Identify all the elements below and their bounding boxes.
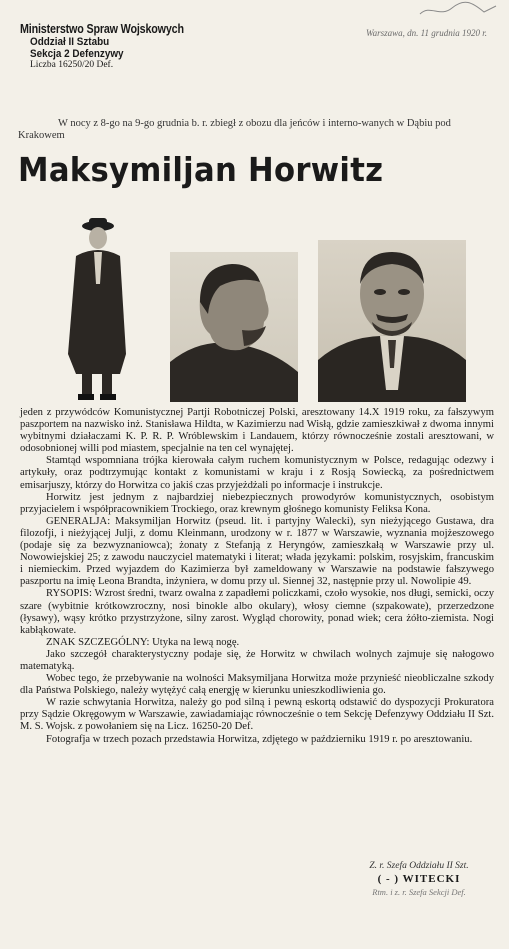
photo-full-figure [60,214,132,402]
document-date: Warszawa, dn. 11 grudnia 1920 r. [365,28,487,38]
photo-profile [170,252,298,402]
signature-title: Z. r. Szefa Oddziału II Szt. [369,861,469,871]
standing-figure-image [60,214,132,402]
signature-rank: Rtm. i z. r. Szefa Sekcji Def. [372,887,466,897]
paragraph-photo-note: Fotografja w trzech pozach przedstawia Horwitza, zdjętego w październiku 1919 r. po aresztowaniu. [46,733,473,745]
paragraph-activity: Stamtąd wspomniana trójka kierowała całym ruchem komunistycznym w Polsce, redagując odezwy i artykuły, oraz podtrzymując kontakt z komunistami w kraju i z Rosją Sowiecką, za pośrednictwem emisarjuszy, którzy do Horwitza co jakiś czas przyjeżdżali po informacje i instrukcje. [20,455,494,491]
paragraph-distinguishing-mark: ZNAK SZCZEGÓLNY: Utyka na lewą nogę. [46,636,240,648]
paragraph-description: RYSOPIS: Wzrost średni, twarz owalna z zapadłemi policzkami, czoło wysokie, nos długi, semicki, oczy szare (wybitnie krótkowzroczny, nosi binokle albo okulary), włosy ciemne (szpakowate), przerzedzone (łysawy), wąsy krótko przystrzyżone, silny zarost. Wygląd chorowity, ponad wiek; cera żółto-ziemista. Nogi kabłąkowate. [20,588,494,636]
wanted-person-name: Maksymiljan Horwitz [18,150,384,189]
paragraph-arrest: jeden z przywódców Komunistycznej Partji Robotniczej Polski, aresztowany 14.X 1919 roku, za fałszywym paszportem na nazwisko inż. Stanisława Hildta, w Kazimierzu nad Wisłą, gdzie zamieszkiwał z dwoma innymi wybitnymi działaczami K. P. R. P. Wróblewskim i Landauem, którzy równocześnie zostali aresztowani, w odosobnionej willi pod miastem, specjalnie na ten cel wynajętej. [20,407,494,455]
frontal-portrait-image [318,240,466,402]
department-name: Oddział II Sztabu [30,36,110,48]
handwritten-mark [418,0,498,22]
section-name: Sekcja 2 Defenzywy [30,48,124,60]
intro-text: W nocy z 8-go na 9-go grudnia b. r. zbiegł z obozu dla jeńców i interno-wanych w Dąbiu pod Krakowem [18,118,451,141]
signature-name: ( - ) WITECKI [377,873,461,885]
paragraph-danger: Horwitz jest jednym z najbardziej niebezpiecznych prowodyrów komunistycznych, osobistym przyjacielem i współpracownikiem Trockiego, oraz krewnym głośnego komunisty Feliksa Kona. [20,491,494,515]
photo-frontal [318,240,466,402]
issuer-header [20,22,190,70]
notice-body [20,407,494,746]
signature-block [344,860,494,899]
paragraph-warning: Wobec tego, że przebywanie na wolności Maksymiljana Horwitza może przynieść nieobliczalne szkody dla Państwa Polskiego, należy wytężyć całą energję w kierunku unieszkodliwienia go. [20,673,494,697]
paragraph-generalia: GENERALJA: Maksymiljan Horwitz (pseud. lit. i partyjny Walecki), syn nieżyjącego Gustawa, dra filozofji, i nieżyjącej Julji, z domu Kleinmann, urodzony w r. 1877 w Warszawie, wyznania mojżeszowego (podaje się za bezwyznaniowca); żonaty z Stefanją z Heryngów, zamieszkałą w Warszawie przy ul. Nowowiejskiej 25; z zawodu nauczyciel matematyki i literat; włada językami: polskim, rosyjskim, francuskim i niemieckim. Przed wyjazdem do Kazimierza był zameldowany w Warszawie na podstawie fałszywego paszportu na imię Leona Brandta, inżyniera, w domu przy ul. Siennej 32, następnie przy ul. Nowolipie 49. [20,515,494,588]
profile-portrait-image [170,252,298,402]
reference-number: Liczba 16250/20 Def. [30,60,114,70]
paragraph-characteristic: Jako szczegół charakterystyczny podaje się, że Horwitz w chwilach wolnych zajmuje się nałogowo matematyką. [20,648,494,672]
ministry-name: Ministerstwo Spraw Wojskowych [20,22,184,36]
paragraph-instructions: W razie schwytania Horwitza, należy go pod silną i pewną eskortą odstawić do dyspozycji Prokuratora przy Sądzie Okręgowym w Warszawie, zawiadamiając równocześnie o tem Sekcję Defenzywy Oddziału II Szt. M. S. Wojsk. z powołaniem się na Licz. 16250-20 Def. [20,697,494,733]
